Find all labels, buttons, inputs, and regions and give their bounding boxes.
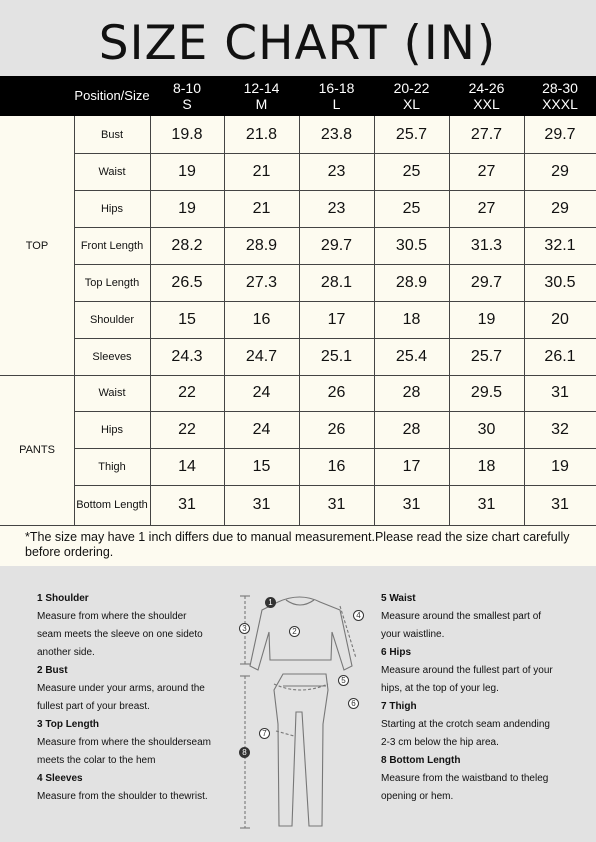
guide-heading: 5 Waist <box>381 593 416 604</box>
size-value-cell: 32 <box>551 420 569 438</box>
group-label-pants: PANTS <box>19 444 55 456</box>
pants-outline <box>274 674 328 826</box>
column-divider <box>224 116 225 525</box>
size-header-s: 8-10 S <box>172 80 202 112</box>
guide-line: Measure from where the shoulder <box>37 611 187 622</box>
row-divider <box>74 153 596 154</box>
row-label-shoulder: Shoulder <box>89 313 135 326</box>
row-label-waist: Waist <box>98 165 126 178</box>
marker-7: 7 <box>259 728 270 739</box>
size-header-row <box>0 76 596 116</box>
size-value-cell: 21.8 <box>245 125 278 143</box>
size-value-cell: 15 <box>252 457 271 475</box>
row-divider <box>74 301 596 302</box>
size-value-cell: 27 <box>477 162 496 180</box>
marker-6: 6 <box>348 698 359 709</box>
guide-line: Measure around the smallest part of <box>381 611 542 622</box>
column-divider <box>74 116 75 525</box>
size-value-cell: 29.7 <box>320 236 353 254</box>
size-value-cell: 16 <box>327 457 346 475</box>
row-label-top-length: Top Length <box>84 276 140 289</box>
guide-line: hips, at the top of your leg. <box>381 683 499 694</box>
size-value-cell: 28.1 <box>320 273 353 291</box>
size-value-cell: 23.8 <box>320 125 353 143</box>
size-value-cell: 21 <box>252 199 271 217</box>
group-label-top: TOP <box>25 239 49 252</box>
size-value-cell: 19 <box>178 162 196 180</box>
size-value-cell: 19 <box>178 199 196 217</box>
size-value-cell: 26.1 <box>544 347 576 365</box>
row-label-thigh: Thigh <box>98 460 126 473</box>
title-main: SIZE CHART <box>98 16 388 71</box>
size-value-cell: 29.7 <box>544 125 576 143</box>
guide-heading: 1 Shoulder <box>37 593 89 604</box>
guide-line: seam meets the sleeve on one sideto <box>37 629 203 640</box>
size-value-cell: 30.5 <box>544 273 576 291</box>
column-divider <box>150 116 151 525</box>
size-value-cell: 30 <box>477 420 496 438</box>
size-value-cell: 27.7 <box>470 125 503 143</box>
size-value-cell: 31 <box>327 496 346 513</box>
guide-line: Measure from the shoulder to thewrist. <box>37 791 208 802</box>
size-value-cell: 19.8 <box>171 125 203 143</box>
guide-line: Measure around the fullest part of your <box>381 665 553 676</box>
size-value-cell: 20 <box>551 310 569 328</box>
size-value-cell: 22 <box>178 384 196 401</box>
size-value-cell: 25 <box>402 162 421 180</box>
size-value-cell: 24.7 <box>245 347 278 365</box>
size-value-cell: 15 <box>178 310 196 328</box>
size-value-cell: 25 <box>402 199 421 217</box>
size-value-cell: 25.7 <box>395 125 428 143</box>
size-value-cell: 24 <box>252 384 271 401</box>
size-value-cell: 25.7 <box>470 347 503 365</box>
row-divider <box>74 227 596 228</box>
size-value-cell: 22 <box>178 420 196 438</box>
marker-5: 5 <box>338 675 349 686</box>
guide-line: fullest part of your breast. <box>37 701 150 712</box>
column-divider <box>299 116 300 525</box>
size-value-cell: 26 <box>327 384 346 401</box>
size-value-cell: 27.3 <box>245 273 278 291</box>
row-label-front-length: Front Length <box>80 239 144 252</box>
size-header-xxxl: 28-30 XXXL <box>542 80 578 112</box>
guide-heading: 3 Top Length <box>37 719 100 730</box>
size-value-cell: 28.9 <box>395 273 428 291</box>
page-title <box>0 14 596 74</box>
row-label-bottom-length: Bottom Length <box>76 499 148 511</box>
marker-3: 3 <box>239 623 250 634</box>
row-label-sleeves: Sleeves <box>92 350 132 363</box>
guide-line: 2-3 cm below the hip area. <box>381 737 499 748</box>
size-value-cell: 31 <box>477 496 496 513</box>
size-value-cell: 29 <box>551 162 569 180</box>
size-value-cell: 26 <box>327 420 346 438</box>
row-label-waist: Waist <box>98 387 126 399</box>
size-value-cell: 30.5 <box>395 236 428 254</box>
size-header-m: 12-14 M <box>243 80 280 112</box>
size-table <box>0 116 596 525</box>
row-label-hips: Hips <box>100 202 123 215</box>
guide-line: Starting at the crotch seam andending <box>381 719 550 730</box>
guide-heading: 7 Thigh <box>381 701 417 712</box>
size-value-cell: 14 <box>178 457 196 475</box>
column-divider <box>449 116 450 525</box>
note-area <box>0 525 596 566</box>
size-value-cell: 23 <box>327 162 346 180</box>
measurement-note: *The size may have 1 inch differs due to manual measurement.Please read the size chart carefully before ordering. <box>25 530 570 559</box>
guide-heading: 4 Sleeves <box>37 773 83 784</box>
measurement-guide <box>0 566 596 842</box>
guide-line: Measure under your arms, around the <box>37 683 205 694</box>
marker-2: 2 <box>289 626 300 637</box>
size-value-cell: 25.4 <box>395 347 428 365</box>
size-value-cell: 24.3 <box>171 347 203 365</box>
row-divider <box>0 375 596 376</box>
size-value-cell: 19 <box>477 310 496 328</box>
garment-diagram <box>0 566 596 842</box>
top-outline <box>250 597 352 670</box>
guide-line: your waistline. <box>381 629 445 640</box>
row-divider <box>74 411 596 412</box>
size-value-cell: 31 <box>402 496 421 513</box>
size-value-cell: 31 <box>252 496 271 513</box>
size-value-cell: 25.1 <box>320 347 353 365</box>
size-value-cell: 16 <box>252 310 271 328</box>
position-size-header: Position/Size <box>74 88 150 103</box>
size-value-cell: 28.9 <box>245 236 278 254</box>
size-value-cell: 19 <box>551 457 569 475</box>
row-divider <box>74 338 596 339</box>
column-divider <box>374 116 375 525</box>
row-divider <box>74 485 596 486</box>
row-divider <box>74 264 596 265</box>
guide-line: opening or hem. <box>381 791 454 802</box>
marker-1: 1 <box>265 597 276 608</box>
row-label-hips: Hips <box>100 423 123 436</box>
size-value-cell: 29.7 <box>470 273 503 291</box>
column-divider <box>524 116 525 525</box>
guide-line: another side. <box>37 647 95 658</box>
size-value-cell: 29.5 <box>470 384 503 401</box>
row-divider <box>74 448 596 449</box>
size-value-cell: 29 <box>551 199 569 217</box>
size-value-cell: 24 <box>252 420 271 438</box>
size-value-cell: 31 <box>551 496 569 513</box>
guide-line: Measure from where the shoulderseam <box>37 737 211 748</box>
size-value-cell: 21 <box>252 162 271 180</box>
size-value-cell: 28 <box>402 420 421 438</box>
size-header-l: 16-18 L <box>318 80 355 112</box>
size-header-xl: 20-22 XL <box>393 80 430 112</box>
size-value-cell: 31.3 <box>470 236 503 254</box>
row-label-bust: Bust <box>100 128 123 141</box>
size-header-xxl: 24-26 XXL <box>468 80 505 112</box>
marker-8: 8 <box>239 747 250 758</box>
size-value-cell: 32.1 <box>544 236 576 254</box>
size-value-cell: 28 <box>402 384 421 401</box>
guide-line: Measure from the waistband to theleg <box>381 773 549 784</box>
size-value-cell: 27 <box>477 199 496 217</box>
guide-line: meets the colar to the hem <box>37 755 156 766</box>
size-value-cell: 28.2 <box>171 236 203 254</box>
guide-heading: 6 Hips <box>381 647 412 658</box>
size-value-cell: 31 <box>178 496 196 513</box>
size-value-cell: 23 <box>327 199 346 217</box>
size-value-cell: 17 <box>327 310 346 328</box>
size-value-cell: 31 <box>551 384 569 401</box>
size-value-cell: 18 <box>477 457 496 475</box>
marker-4: 4 <box>353 610 364 621</box>
row-divider <box>74 190 596 191</box>
size-value-cell: 26.5 <box>171 273 203 291</box>
size-value-cell: 18 <box>402 310 421 328</box>
guide-heading: 2 Bust <box>37 665 68 676</box>
guide-heading: 8 Bottom Length <box>381 755 461 766</box>
title-unit: (IN) <box>403 16 498 71</box>
size-value-cell: 17 <box>402 457 421 475</box>
